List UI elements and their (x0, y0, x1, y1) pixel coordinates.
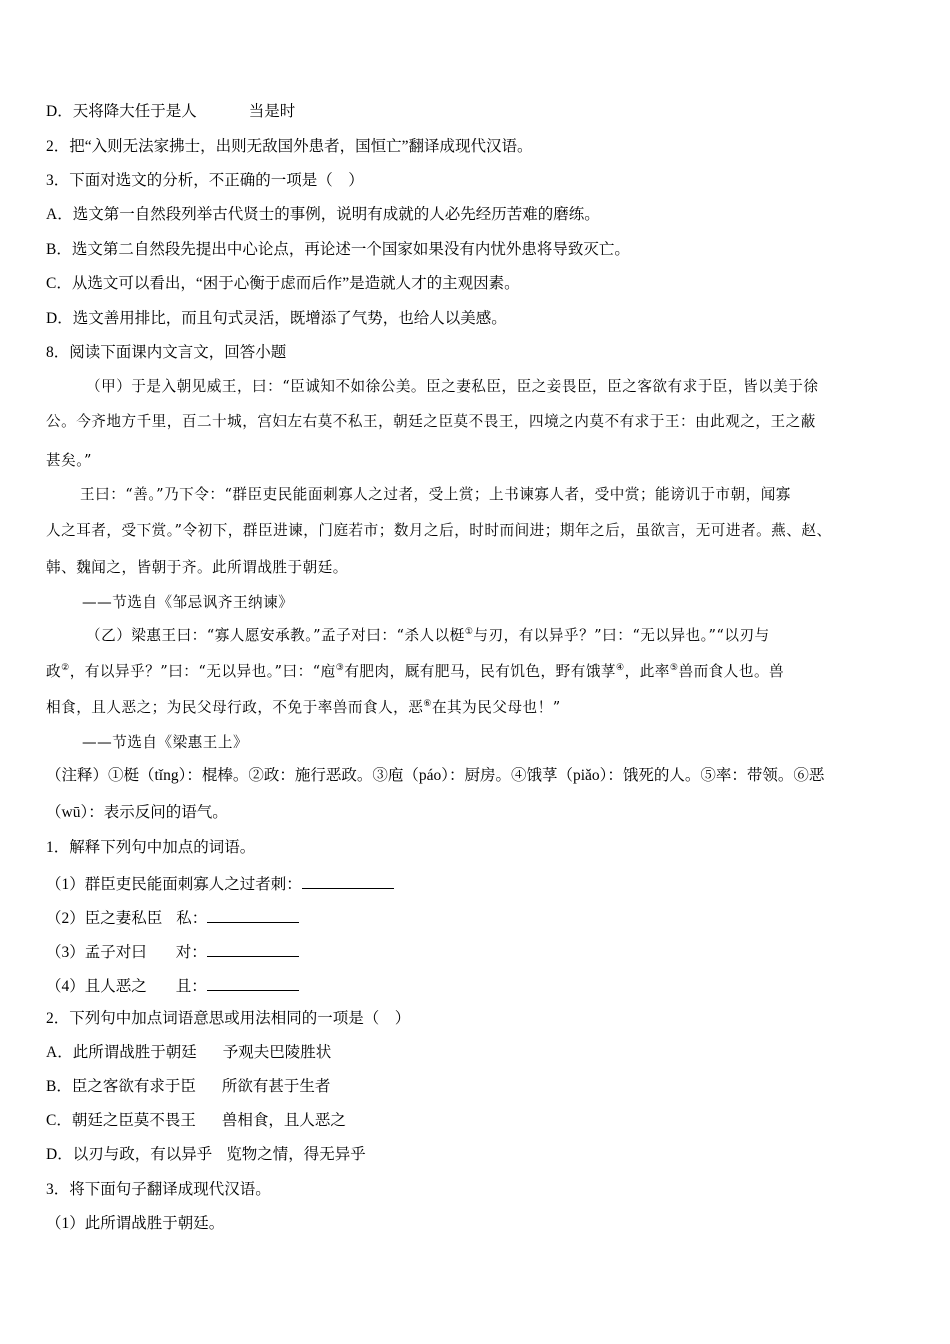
sub-question-3-title: 3．将下面句子翻译成现代汉语。 (46, 1181, 271, 1198)
notes-line-1: （注释）①梃（tǐng）：棍棒。②政：施行恶政。③庖（páo）：厨房。④饿莩（piǎo）：饿死的人。⑤率：带领。⑥恶 (46, 767, 825, 784)
sub-question-1-title: 1．解释下列句中加点的词语。 (46, 839, 256, 856)
sub-question-2-option-c: C．朝廷之臣莫不畏王 兽相食，且人恶之 (46, 1112, 346, 1129)
passage-jia-source: ——节选自《邹忌讽齐王纳谏》 (82, 594, 294, 611)
sub-question-1-item-2: （2）臣之妻私臣 私： (46, 907, 916, 929)
passage-yi-line-3: 相食，且人恶之；为民父母行政，不免于率兽而食人，恶⑥在其为民父母也！” (46, 699, 561, 716)
passage-jia-line-1: （甲）于是入朝见威王，曰：“臣诚知不如徐公美。臣之妻私臣，臣之妾畏臣，臣之客欲有求于臣，皆以美于徐 (86, 378, 819, 395)
option-d-text: D．天将降大任于是人 (46, 103, 197, 120)
passage-jia-line-5: 人之耳者，受下赏。”令初下，群臣进谏，门庭若市；数月之后，时时而间进；期年之后，虽欲言，无可进者。燕、赵、 (46, 522, 832, 539)
answer-blank[interactable] (207, 975, 299, 991)
note-ref-6: ⑥ (423, 699, 432, 710)
passage-yi-source: ——节选自《梁惠王上》 (82, 734, 249, 751)
note-ref-5: ⑤ (669, 663, 679, 674)
option-b-line: B．选文第二自然段先提出中心论点，再论述一个国家如果没有内忧外患将导致灭亡。 (46, 241, 630, 258)
passage-yi-line-1: （乙）梁惠王曰：“寡人愿安承教。”孟子对曰：“杀人以梃①与刃，有以异乎？”曰：“无以异也。”“以刃与 (86, 627, 770, 644)
note-ref-3: ③ (335, 663, 345, 674)
sub-question-2-option-d: D．以刃与政，有以异乎 览物之情，得无异乎 (46, 1146, 366, 1163)
answer-blank[interactable] (207, 907, 299, 923)
option-c-line: C．从选文可以看出，“困于心衡于虑而后作”是造就人才的主观因素。 (46, 275, 520, 292)
passage-jia-line-6: 韩、魏闻之，皆朝于齐。此所谓战胜于朝廷。 (46, 559, 348, 576)
sub-question-1-item-3: （3）孟子对曰 对： (46, 941, 916, 963)
sub-question-1-item-1: （1）群臣吏民能面刺寡人之过者刺： (46, 873, 916, 895)
passage-jia-line-2: 公。今齐地方千里，百二十城，宫妇左右莫不私王，朝廷之臣莫不畏王，四境之内莫不有求于王：由此观之，王之蔽 (46, 413, 816, 430)
question-2-line: 2．把“入则无法家拂士，出则无敌国外患者，国恒亡”翻译成现代汉语。 (46, 138, 533, 155)
note-ref-2: ② (61, 663, 70, 674)
option-d-line (46, 102, 916, 122)
sub-question-3-item-1: （1）此所谓战胜于朝廷。 (46, 1215, 225, 1232)
option-a-line: A．选文第一自然段列举古代贤士的事例，说明有成就的人必先经历苦难的磨练。 (46, 206, 600, 223)
option-d-text-2: 当是时 (248, 103, 296, 120)
sub-question-2-option-b: B．臣之客欲有求于臣 所欲有甚于生者 (46, 1078, 331, 1095)
option-d-line-2: D．选文善用排比，而且句式灵活，既增添了气势，也给人以美感。 (46, 310, 507, 327)
passage-yi-line-2: 政②，有以异乎？”曰：“无以异也。”曰：“庖③有肥肉，厩有肥马，民有饥色，野有饿莩④，此率⑤兽而食人也。兽 (46, 663, 785, 680)
notes-line-2: （wū）：表示反问的语气。 (46, 804, 228, 821)
question-3-line: 3．下面对选文的分析，不正确的一项是（ ） (46, 172, 364, 189)
sub-question-1-item-4: （4）且人恶之 且： (46, 975, 916, 997)
note-ref-1: ① (464, 627, 474, 638)
passage-jia-line-3: 甚矣。” (46, 452, 92, 469)
sub-question-2-option-a: A．此所谓战胜于朝廷 予观夫巴陵胜状 (46, 1044, 332, 1061)
note-ref-4: ④ (616, 663, 625, 674)
passage-jia-line-4: 王曰：“善。”乃下令：“群臣吏民能面刺寡人之过者，受上赏；上书谏寡人者，受中赏；能谤讥于市朝，闻寡 (80, 486, 791, 503)
answer-blank[interactable] (302, 873, 394, 889)
sub-question-2-title: 2．下列句中加点词语意思或用法相同的一项是（ ） (46, 1010, 411, 1027)
question-8-heading: 8．阅读下面课内文言文，回答小题 (46, 344, 287, 361)
answer-blank[interactable] (207, 941, 299, 957)
